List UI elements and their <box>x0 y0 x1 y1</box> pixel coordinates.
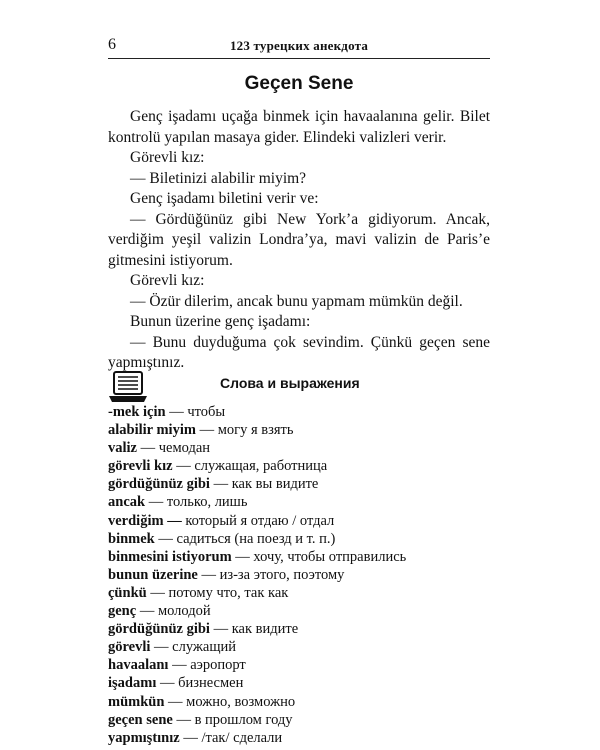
story-paragraph: Görevli kız: <box>130 149 205 166</box>
vocabulary-term: ancak <box>108 494 146 511</box>
vocabulary-translation: — могу я взять <box>195 422 294 439</box>
vocabulary-translation: — /так/ сделали <box>179 729 283 746</box>
vocabulary-term: geçen sene <box>108 711 173 728</box>
vocabulary-entry <box>108 711 490 729</box>
story-paragraph: — Özür dilerim, ancak bunu yapmam mümkün değil. <box>130 292 463 310</box>
vocabulary-translation: — служащий <box>150 639 237 656</box>
vocabulary-entry <box>108 439 490 457</box>
vocabulary-term: valiz <box>108 440 137 457</box>
vocabulary-translation: — как видите <box>209 621 299 638</box>
vocabulary-translation: — чемодан <box>137 440 211 457</box>
vocabulary-translation: — в прошлом году <box>172 711 293 728</box>
story-paragraph: — Gördüğünüz gibi New York’a gidiyorum. Ancak, verdiğim yeşil valizin Londra’ya, mavi valizin de Paris’e gitmesini istiyorum. <box>108 210 490 269</box>
vocabulary-term: işadamı <box>108 675 157 692</box>
vocabulary-term: havaalanı <box>108 657 169 674</box>
vocabulary-entry <box>108 457 490 475</box>
story-paragraph: — Bunu duyduğuma çok sevindim. Çünkü geçen sene yapmıştınız. <box>108 333 490 371</box>
story-paragraph: Genç işadamı biletini verir ve: <box>130 190 319 207</box>
vocabulary-entry <box>108 493 490 511</box>
vocabulary-entry <box>108 729 490 747</box>
vocabulary-term: mümkün <box>108 693 165 710</box>
story-paragraph: Bunun üzerine genç işadamı: <box>130 313 311 330</box>
vocabulary-entry <box>108 656 490 674</box>
vocabulary-translation: — молодой <box>136 603 211 620</box>
page-header <box>108 36 490 59</box>
vocabulary-term: alabilir miyim <box>108 422 196 439</box>
vocabulary-translation: — служащая, работница <box>172 458 328 475</box>
vocabulary-term: yapmıştınız <box>108 729 180 746</box>
vocabulary-term: verdiğim — <box>108 512 182 529</box>
story-paragraph: — Biletinizi alabilir miyim? <box>130 169 307 187</box>
vocabulary-term: gördüğünüz gibi <box>108 476 210 493</box>
page-number: 6 <box>108 36 116 53</box>
vocabulary-entry <box>108 638 490 656</box>
story-paragraph: Görevli kız: <box>130 272 205 289</box>
vocabulary-term: bunun üzerine <box>108 566 198 583</box>
vocabulary-entry <box>108 584 490 602</box>
vocabulary-term: -mek için <box>108 404 166 420</box>
vocabulary-translation: который я отдаю / отдал <box>181 512 335 529</box>
vocabulary-entry <box>108 674 490 692</box>
vocabulary-list <box>108 403 490 747</box>
vocabulary-term: görevli <box>108 639 151 656</box>
vocabulary-translation: — из-за этого, поэтому <box>197 566 345 583</box>
vocabulary-entry <box>108 620 490 638</box>
story-paragraph: Genç işadamı uçağa binmek için havaalanına gelir. Bilet kontrolü yapılan masaya gider. Elindeki valizleri verir. <box>108 108 490 146</box>
vocabulary-entry <box>108 548 490 566</box>
vocabulary-translation: — только, лишь <box>145 494 248 511</box>
vocabulary-term: genç <box>108 603 137 620</box>
story-title: Geçen Sene <box>244 73 354 94</box>
vocabulary-translation: — чтобы <box>165 404 226 420</box>
vocabulary-entry <box>108 421 490 439</box>
vocabulary-term: görevli kız <box>108 458 173 475</box>
vocabulary-entry <box>108 566 490 584</box>
book-laptop-icon <box>108 370 148 404</box>
vocabulary-translation: — потому что, так как <box>146 584 289 601</box>
vocabulary-translation: — бизнесмен <box>156 675 244 692</box>
vocabulary-translation: — садиться (на поезд и т. п.) <box>154 530 336 547</box>
vocabulary-entry <box>108 403 490 421</box>
vocabulary-entry <box>108 475 490 493</box>
vocabulary-term: çünkü <box>108 584 147 601</box>
vocabulary-translation: — хочу, чтобы отправились <box>231 548 407 565</box>
running-title: 123 турецких анекдота <box>229 38 369 53</box>
vocabulary-entry <box>108 602 490 620</box>
vocabulary-entry <box>108 512 490 530</box>
vocabulary-translation: — как вы видите <box>209 476 319 493</box>
vocabulary-translation: — можно, возможно <box>164 693 296 710</box>
vocabulary-title: Слова и выражения <box>220 375 360 391</box>
story-text <box>108 107 490 374</box>
vocabulary-term: gördüğünüz gibi <box>108 621 210 638</box>
vocabulary-translation: — аэропорт <box>168 657 246 674</box>
vocabulary-entry <box>108 693 490 711</box>
vocabulary-term: binmesini istiyorum <box>108 548 232 565</box>
vocabulary-term: binmek <box>108 530 155 547</box>
vocabulary-entry <box>108 530 490 548</box>
